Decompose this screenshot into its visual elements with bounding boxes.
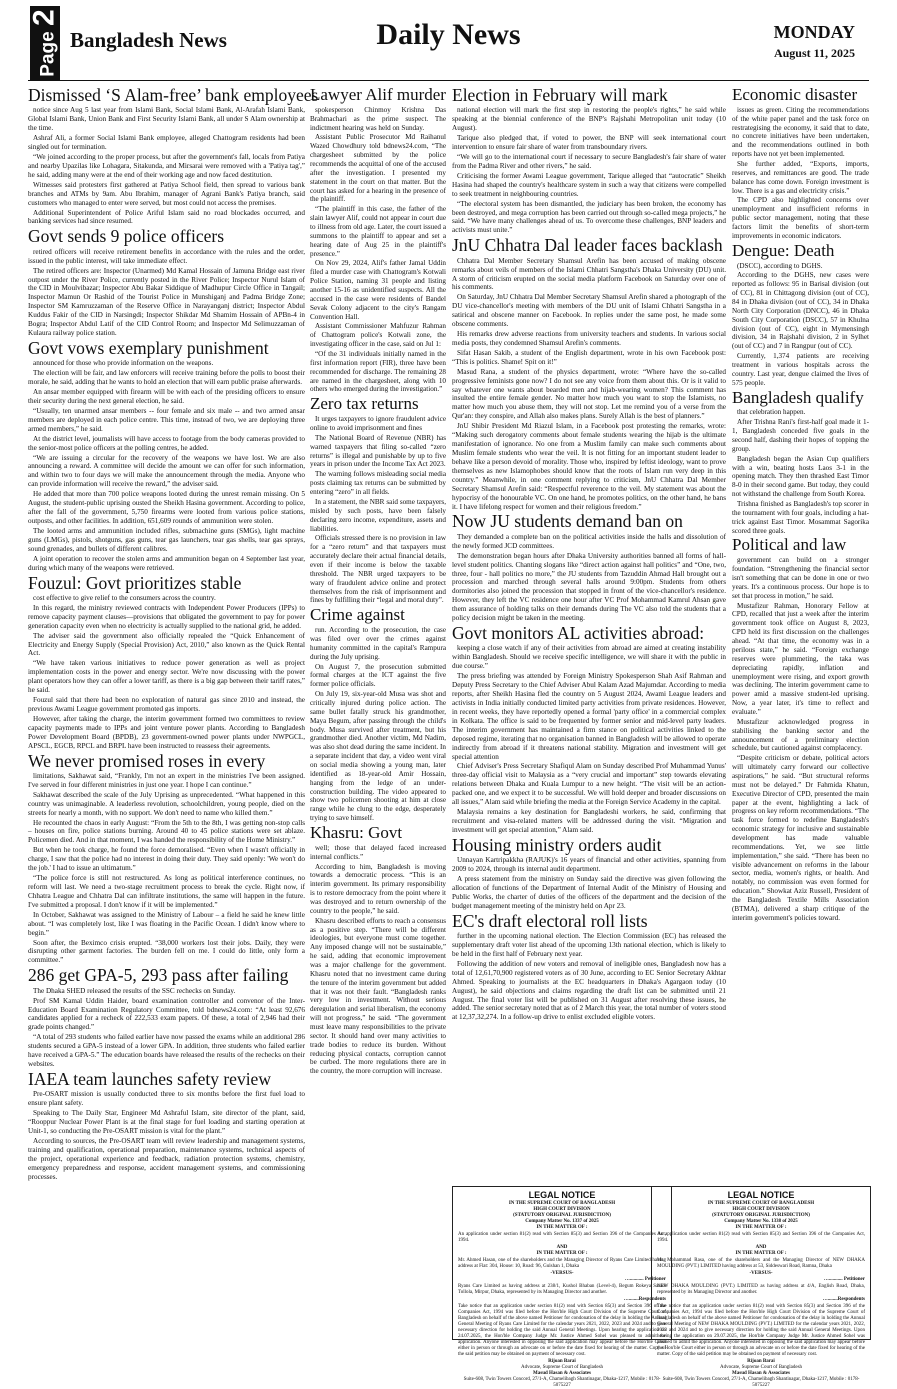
article-paragraph: On August 7, the prosecution submitted formal charges at the ICT against the five former police officials. xyxy=(310,662,446,689)
legal-body: Take notice that an application under section 81(2) read with Section 85(3) and Section 396 of the Companies Act, 1994 was filed before the Hon'ble High Court Division of the Supreme Court of Bangladesh on behalf of the above named Petitioner for condonation of the delay in holding the Annual General Meeting of Ryans Care Limited for the calendar years 2021, 2022, 2023 and 2024 and to give necessary direction for holding the said Annual General Meetings. Upon hearing the application on 24.07.2025, the Hon'ble Company Judge Mr. Justice Ahmed Sohel was pleased to admit the application. Anyone interested in opposing the said application may appear before the Hon'ble Court either in person or through an advocate on or before the date fixed for hearing of the matter. Copy of the said petition may be obtained on payment of necessary cost. xyxy=(458,1303,666,1357)
issue-date: August 11, 2025 xyxy=(773,46,855,60)
article-paragraph: Officials stressed there is no provision in law for a “zero return” and that taxpayers must accurately declare their actual financial details, even if their income is below the taxable threshold. The NBR urged taxpayers to be wary of fraudulent advice online and protect themselves from the risk of imprisonment and fines by fulfilling their “legal and moral duty”. xyxy=(310,534,446,605)
article xyxy=(28,1070,305,1182)
article-paragraph: The warning follows misleading social media posts claiming tax returns can be submitted by entering “zero” in all fields. xyxy=(310,470,446,497)
article-paragraph: Chhatra Dal Member Secretary Shamsul Arefin has been accused of making obscene remarks about veils of members of the Islami Chhatri Sangstha's Dhaka University (DU) unit. A storm of criticism erupted on the social media platform Facebook on Saturday over one of his comments. xyxy=(452,256,726,292)
article-paragraph: “Of the 31 individuals initially named in the first information report (FIR), three have been recommended for discharge. The remaining 28 are named in the chargesheet, along with 10 others who emerged during the investigation.” xyxy=(310,350,446,394)
article-paragraph: The National Board of Revenue (NBR) has warned taxpayers that filing so-called “zero returns” is illegal and punishable by up to five years in prison under the Income Tax Act 2023. xyxy=(310,433,446,469)
legal-respondents: …........Respondents xyxy=(822,1296,865,1302)
legal-court: IN THE SUPREME COURT OF BANGLADESH xyxy=(508,1200,616,1206)
article-paragraph: On Saturday, JnU Chhatra Dal Member Secretary Shamsul Arefin shared a photograph of the DU vice-chancellor's meeting with members of the DU unit of Islami Chhatri Sangstha in a satirical and obscene manner on Facebook. In replies under the same post, he made some obscene comments. xyxy=(452,293,726,329)
article-paragraph: He recounted the chaos in early August: “From the 5th to the 8th, I was getting non-stop calls – houses on fire, police stations burning. Around 40 to 45 police stations were set ablaze. Policemen died. And in that moment, I was handed the responsibility of the Home Ministry.” xyxy=(28,818,305,845)
article-headline: IAEA team launches safety review xyxy=(28,1068,271,1089)
article-paragraph: They demanded a complete ban on the political activities inside the halls and dissolution of the newly formed JCD committees. xyxy=(452,532,726,550)
article-paragraph: The adviser said the government also officially repealed the “Quick Enhancement of Electricity and Energy Supply (Special Provision) Act, 2010,” also known as the Quick Rental Act. xyxy=(28,631,305,658)
article-headline: Zero tax returns xyxy=(310,394,419,414)
article-paragraph: He added that more than 700 police weapons looted during the unrest remain missing. On 5 August, the student-public uprising ousted the Sheikh Hasina government. According to police, after the fall of the government, 5,750 firearms were looted from various police stations, outposts, and other facilities. In addition, 651,609 rounds of ammunition were stolen. xyxy=(28,490,305,525)
article-paragraph: government can build on a stronger foundation. “Strengthening the financial sector isn't something that can be done in one or two years. It's a continuous process. Our hope is to set that process in motion,” he said. xyxy=(732,556,869,600)
article-paragraph: The press briefing was attended by Foreign Ministry Spokesperson Shah Asif Rahman and Deputy Press Secretary to the Chief Adviser Abul Kalam Azad Majumdar. According to media reports, after Sheikh Hasina fled the country on 5 August 2024, Awami League leaders and activists in India initially conducted limited party activities from private residences. However, in recent weeks, they have reportedly opened a formal 'party office' in a commercial complex in Kolkata. The office is said to be frequented by former senior and mid-level party leaders. The interim government has maintained a firm stance on political activities linked to the deposed regime, iterating that no organisation banned in Bangladesh will be allowed to operate indirectly from abroad if it threatens national stability. Migration and investment will get special attention xyxy=(452,672,726,761)
article xyxy=(28,339,305,573)
legal-title: LEGAL NOTICE xyxy=(727,1190,795,1200)
legal-parties: Mr. Ahmed Hasan, one of the shareholders and the Managing Director of Ryans Care Limited having address at Flat: 304, House: 10, Road: 96, Gulshan 1, Dhaka xyxy=(458,1257,666,1269)
article-paragraph: On July 19, six-year-old Musa was shot and critically injured during police action. The same bullet fatally struck his grandmother, Maya Begum, after passing through the child's body. Musa survived after treatment, but his grandmother died. Another victim, Md Nadim, was also shot dead during the same incident. In a separate incident that day, a video went viral on social media showing a young man, later identified as 18-year-old Amir Hossain, hanging from the ledge of an under-construction building. The video appeared to show two policemen shooting at him at close range while he clung to the edge, desperately trying to save himself. xyxy=(310,690,446,823)
article-headline: Govt vows exemplary punishment xyxy=(28,337,269,358)
article-headline: 286 get GPA-5, 293 pass after failing xyxy=(28,965,289,986)
article-paragraph: Assistant Commissioner Mahfuzur Rahman of Chattogram police's Kotwali zone, the investigating officer in the case, said on Jul 1: xyxy=(310,322,446,349)
article-paragraph: “We joined according to the proper process, but after the government's fall, locals from Patiya and nearby Upazilas like Lohagara, Sitakunda, and Mirsarai were removed with a 'Patiya tag',” he said, adding many were at the end of their working age and now faced destitution. xyxy=(28,152,305,179)
article-paragraph: However, after taking the charge, the interim government formed two committees to review capacity payments made to IPPs and joint venture power plants. According to Bangladesh Power Development Board (BPDB), 23 government-owned power plants under NWPGCL, APSCL, EGCB, RPCL and BRPL have been instructed to reassess their agreements. xyxy=(28,714,305,750)
article-paragraph: Sifat Hasan Sakib, a student of the English department, wrote in his own Facebook post: “This is politics. Shame! Spit on it!” xyxy=(452,348,726,366)
article xyxy=(732,86,869,241)
article-paragraph: Assistant Public Prosecutor Md Raihanul Wazed Chowdhury told bdnews24.com, “The chargesheet submitted by the police recommends the acquittal of one of the accused after the investigation. I presented my statement in the court on that matter. But the court has asked for a hearing in the presence of the plaintiff. xyxy=(310,133,446,204)
article-paragraph: Soon after, the Beximco crisis erupted. “38,000 workers lost their jobs. Daily, they were disrupting other garment factories. The burden fell on me. I could do little, only form a committee.” xyxy=(28,938,305,965)
article-paragraph: According to sources, the Pre-OSART team will review leadership and management systems, training and qualification, operational preparation, maintenance systems, technical aspects of the project, operational experience and feedback, radiation protection systems, chemistry, emergency preparedness and response, accident management systems, and commissioning processes. xyxy=(28,1136,305,1181)
article-paragraph: “The plaintiff in this case, the father of the slain lawyer Alif, could not appear in court due to illness from old age. Later, the court issued a summons to the plaintiff to appear and set a hearing date of Aug 25 in the plaintiff's presence.” xyxy=(310,205,446,258)
article-paragraph: “The police force is still not restructured. As long as political interference continues, no reform will last. We need a two-stage recruitment process to break the cycle. Right now, if Chhatra League and Chhatra Dal can infiltrate institutions, the same will happen in the future. I've submitted a proposal. I don't know if it will be implemented.” xyxy=(28,874,305,909)
legal-signer-role: Advocate, Supreme Court of Bangladesh xyxy=(520,1364,604,1370)
article-paragraph: keeping a close watch if any of their activities from abroad are aimed at creating instability within Bangladesh. Should we receive specific intelligence, we will share it with the public in due course.” xyxy=(452,644,726,671)
legal-petitioner: …........... Petitioner xyxy=(624,1276,666,1282)
article-headline: EC's draft electoral roll lists xyxy=(452,910,648,931)
legal-and1: AND xyxy=(556,1244,568,1250)
legal-matter-of: IN THE MATTER OF : xyxy=(536,1224,588,1230)
legal-petitioner: …........... Petitioner xyxy=(823,1276,865,1282)
masthead-divider xyxy=(28,80,869,81)
legal-matter-no: Company Matter No. 1338 of 2025 xyxy=(724,1218,798,1224)
article-headline: Political and law xyxy=(732,535,847,555)
article xyxy=(28,752,305,966)
legal-address: Suite-608, Twin Towers Concord, 27/1-A, Chamelibagh Shantinagar, Dhaka-1217, Mobile : 0178-5075227 xyxy=(463,1376,661,1388)
article-paragraph: Ashraf Ali, a former Social Islami Bank employee, alleged Chattogram residents had been singled out for termination. xyxy=(28,134,305,152)
article xyxy=(452,624,726,835)
article-paragraph: Following the addition of new voters and removal of ineligible ones, Bangladesh now has a total of 12,61,70,900 registered voters as of 30 June, according to EC Senior Secretary Akhtar Ahmed. Speaking to journalists at the EC headquarters in Dhaka's Agargaon today (10 August), he said objections and claims regarding the draft list can be submitted until 21 August. The final voter list will be published on 31 August after resolving these issues, he added. The senior secretary noted that as of 2 March this year, the total number of voters stood at 12,37,32,274. In a follow-up drive to enlist excluded eligible voters. xyxy=(452,959,726,1022)
article-headline: Govt sends 9 police officers xyxy=(28,226,225,247)
article-paragraph: At the district level, journalists will have access to footage from the body cameras provided to the senior-most police officers at the polling centres, he added. xyxy=(28,434,305,452)
legal-jurisdiction: (STATUTORY ORIGINAL JURISDICTION) xyxy=(513,1212,611,1218)
legal-division: HIGH COURT DIVISION xyxy=(533,1206,591,1212)
article-paragraph: national election will mark the first step in restoring the people's rights,” he said while speaking at the biennial conference of the BNP's Rajshahi Metropolitan unit today (10 August). xyxy=(452,106,726,133)
article xyxy=(452,236,726,511)
article-headline: Economic disaster xyxy=(732,85,858,104)
article-paragraph: After Trishna Rani's first-half goal made it 1-1, Bangladesh conceded five goals in the second half, dashing their hopes of topping the group. xyxy=(732,418,869,453)
page-number: 2 xyxy=(28,9,62,26)
article-paragraph: In a statement, the NBR said some taxpayers, misled by such posts, have been falsely declaring zero income, expenditure, assets and liabilities. xyxy=(310,497,446,533)
article-paragraph: The demonstration began hours after Dhaka University authorities banned all forms of hall-level student politics. Chanting slogans like “direct action against hall politics” and “One, two, three, four - hall politics no more,” the JU students from Tazuddin Ahmad Hall brought out a procession and marched through several halls around 9:00pm. Students from others dormitories also joined the procession that stopped in front of the vice-chancellor's residence. However, they left the VC residence one hour after VC Prof Mohammad Kamrul Ahsan gave them assurance of holding talks on their demands during The VC also told the students that a policy decision might be taken in the meeting. xyxy=(452,551,726,623)
column-3 xyxy=(452,85,726,1022)
article-paragraph: The election will be fair, and law enforcers will receive training before the polls to boost their morale, he said, adding that he wants to hold an election that will earn public praise afterwards. xyxy=(28,369,305,387)
article xyxy=(452,836,726,911)
article xyxy=(28,227,305,338)
legal-signer-role: Advocate, Supreme Court of Bangladesh xyxy=(719,1364,803,1370)
article xyxy=(310,824,446,1076)
article-paragraph: Additional Superintendent of Police Ariful Islam said no road blockades occurred, and banking services had since resumed. xyxy=(28,208,305,226)
article-paragraph: In this regard, the ministry reviewed contracts with Independent Power Producers (IPPs) to remove capacity payment clauses—provisions that obligated the government to pay for power generation capacity even when no electricity is actually supplied to the national grid, he added. xyxy=(28,603,305,630)
column-4 xyxy=(732,86,869,1338)
article-paragraph: His remarks drew adverse reactions from university teachers and students. In various social media posts, they condemned Shamsul Arefin's comments. xyxy=(452,330,726,347)
article-paragraph: It urges taxpayers to ignore fraudulent advice online to avoid imprisonment and fines xyxy=(310,415,446,433)
article-paragraph: According to the DGHS, new cases were reported as follows: 95 in Barisal division (out of CC), 81 in Chittagong division (out of CC), 84 in Dhaka division (out of CC), 34 in Dhaka North City Corporation (DNCC), 46 in Dhaka South City Corporation (DSCC), 57 in Khulna division (out of CC), eight in Mymensingh division, 34 in Rajshahi division, 2 in Sylhet (out of CC) and 7 in Rangpur (out of CC). xyxy=(732,271,869,351)
legal-versus: -VERSUS- xyxy=(749,1270,773,1276)
article-paragraph: run. According to the prosecution, the case was filed over over the crimes against humanity committed in the capital's Rampura during the July uprising. xyxy=(310,626,446,661)
article-paragraph: retired officers will receive retirement benefits in accordance with the rules and the order, issued in the public interest, will take immediate effect. xyxy=(28,247,305,265)
legal-court: IN THE SUPREME COURT OF BANGLADESH xyxy=(707,1200,815,1206)
article-paragraph: limitations, Sakhawat said, “Frankly, I'm not an expert in the ministries I've been assigned. I've served in four different ministries in just one year. I hope I can continue.” xyxy=(28,771,305,789)
article xyxy=(732,242,869,388)
legal-and1: AND xyxy=(755,1244,767,1250)
article-paragraph: The looted arms and ammunition included rifles, submachine guns (SMGs), light machine guns (LMGs), pistols, shotguns, gas guns, tear gas launchers, tear gas shells, tear gas sprays, sound grenades, and bullets of different calibres. xyxy=(28,526,305,553)
legal-firm: Masud Hasan & Associates xyxy=(533,1370,591,1376)
article-paragraph: The Dhaka SHED released the results of the SSC rechecks on Sunday. xyxy=(33,986,236,995)
article xyxy=(28,85,319,226)
article-paragraph: notice since Aug 5 last year from Islami Bank, Social Islami Bank, Al-Arafah Islami Bank, Global Islami Bank, Union Bank and First Security Islami Bank, all under S Alam ownership at the time. xyxy=(28,106,305,133)
article-paragraph: “We are issuing a circular for the recovery of the weapons we have lost. We are also announcing a reward. A committee will decide the amount we can offer for such information, and within two to four days we will make the announcement through the media. Anyone who can provide information will receive the reward,” the adviser said. xyxy=(28,453,305,489)
article-paragraph: Trishna finished as Bangladesh's top scorer in the tournament with four goals, including a hat-trick against East Timor. Mosammat Sagorika scored three goals. xyxy=(732,500,869,535)
legal-respondent-name: NEW DHAKA MOULDING (PVT.) LIMITED as having address at 4/A, English Road, Dhaka, represented by its Managing Director and another. xyxy=(657,1283,865,1295)
article-paragraph: A joint operation to recover the stolen arms and ammunition began on 4 September last year, during which many of the weapons were retrieved. xyxy=(28,554,305,572)
article-paragraph: (DSCC), according to DGHS. xyxy=(737,261,823,270)
article-paragraph: Fouzul said that there had been no exploration of natural gas since 2010 and instead, the previous Awami League government promoted gas imports. xyxy=(28,696,305,713)
article-paragraph: Prof SM Kamal Uddin Haider, board examination controller and convenor of the Inter-Education Board Examination Regulatory Committee, told bdnews24.com: “At least 92,676 candidates applied for a recheck of 222,533 exam papers. Of these, a total of 2,946 had their grade points changed.” xyxy=(28,996,305,1032)
legal-respondent-name: Ryans Care Limited as having address at 238/1, Kushol Bhaban (Level-4), Begum Rokeya Sarani Tollola, Mirpur, Dhaka, represented by its Managing Director and another. xyxy=(458,1283,666,1295)
legal-signer: Rijoan Barai xyxy=(548,1358,576,1364)
article-paragraph: JnU Shibir President Md Riazul Islam, in a Facebook post protesting the remarks, wrote: “Making such derogatory comments about female students wearing the hijab is the ultimate manifestation of ignorance. No one from a Muslim family can make such comments about Muslim female students who wear the veil. It is not fitting for an important student leader to behave like a person devoid of morality. Those who, inspired by leftist ideology, want to prove themselves as new Islamophobes should know that the roots of Islam run very deep in this country.” Meanwhile, in one comment replying to criticism, JnU Chhatra Dal Member Secretary Shamsul Arefin said: “Respectful reverence to the veil. My statement was about the hypocrisy of the honourable VC. On one hand, he promotes politics, on the other hand, he bans it. I have lifelong respect for women and their religious freedom.” xyxy=(452,422,726,511)
newspaper-title: Daily News xyxy=(376,18,521,51)
article-paragraph: well; those that delayed faced increased internal conflicts.” xyxy=(310,843,446,861)
article-headline: Housing ministry orders audit xyxy=(452,834,662,855)
article-paragraph: The CPD also highlighted concerns over unemployment and insufficient reforms in public sector management, noting that these factors limit the benefits of short-term improvements in economic indicators. xyxy=(732,196,869,240)
article-paragraph: Malaysia remains a key destination for Bangladeshi workers, he said, confirming that recruitment and visa-related matters will be addressed during the visit. “Migration and investment will get special attention,” Alam said. xyxy=(452,808,726,834)
legal-firm: Masud Hasan & Associates xyxy=(732,1370,790,1376)
legal-title: LEGAL NOTICE xyxy=(528,1190,596,1200)
article-paragraph: According to him, Bangladesh is moving towards a democratic process. “This is an interim government. Its primary responsibility is to restore democracy from the point where it was destroyed and to return ownership of the country to the people,” he said. xyxy=(310,862,446,915)
article-paragraph: “The electoral system has been dismantled, the judiciary has been broken, the economy has been destroyed, and mega corruption has been carried out through so-called mega projects,” he said. “We have many challenges ahead of us. To overcome these challenges, BNP leaders and activists must unite.” xyxy=(452,199,726,235)
legal-application: An application under section 81(2) read with Section 85(3) and Section 396 of the Companies Act, 1994. xyxy=(657,1231,865,1243)
article xyxy=(732,389,869,536)
article-headline: Lawyer Alif murder xyxy=(310,85,446,104)
article-paragraph: On Nov 29, 2024, Alif's father Jamal Uddin filed a murder case with Chattogram's Kotwali Police Station, naming 31 people and listing another 15-16 as unidentified suspects. All the accused in the case were residents of Bandel Sevak Colony adjacent to the city's Rangam Convention Hall. xyxy=(310,259,446,321)
article-paragraph: Khasru described efforts to reach a consensus as a positive step. “There will be different ideologies, but everyone must come together. Any imposed change will not be sustainable,” he said, adding that economic improvement was a major challenge for the government. Khasru noted that no investment came during the tenure of the interim government but added that it was not their fault. “Bangladesh ranks very low in investment. Without serious deregulation and serial liberalism, the economy will not progress,” he said. “The government must leave many responsibilities to the private sector. It should hand over many activities to trade bodies to reduce its burden. Without reducing physical contacts, corruption cannot be curbed. The more regulations there are in the country, the more corruption will increase. xyxy=(310,916,446,1076)
article xyxy=(452,512,726,623)
legal-respondents: …........Respondents xyxy=(623,1296,666,1302)
article-headline: Fouzul: Govt prioritizes stable xyxy=(28,572,242,593)
article-paragraph: Bangladesh began the Asian Cup qualifiers with a win, beating hosts Laos 3-1 in the opening match. They then thrashed East Timor 8-0 in their second game. But today, they could not withstand the challenge from South Korea. xyxy=(732,454,869,499)
article-paragraph: Tarique also pledged that, if voted to power, the BNP will seek international court intervention to ensure fair share of water from transboundary rivers. xyxy=(452,134,726,152)
article-paragraph: “A total of 293 students who failed earlier have now passed the exams while an additional 286 students secured a GPA-5 instead of a lower GPA. In addition, three students who failed earlier have received a GPA-5.” The education boards have released the results of the rechecks on their websites. xyxy=(28,1033,305,1069)
legal-jurisdiction: (STATUTORY ORIGINAL JURISDICTION) xyxy=(712,1212,810,1218)
article-paragraph: Speaking to The Daily Star, Engineer Md Ashraful Islam, site director of the plant, said, “Rooppur Nuclear Power Plant is at the final stage for fuel loading and starting operation at Unit-1, so conducting the Pre-OSART mission is vital for the plant.” xyxy=(28,1109,305,1136)
article-paragraph: A press statement from the ministry on Sunday said the directive was given following the allocation of functions of the Department of Internal Audit of the Ministry of Housing and Public Works, the charter of duties of the officers of the department and the decision of the budget management meeting of the ministry held on Apr 23. xyxy=(452,875,726,910)
article-paragraph: Unnayan Kartripakkha (RAJUK)'s 16 years of financial and other activities, spanning from 2009 to 2024, through its internal audit department. xyxy=(452,856,726,874)
article-paragraph: Mustafizur acknowledged progress in stabilising the banking sector and the announcement of a preliminary election schedule, but cautioned against complacency. xyxy=(732,717,869,753)
article-headline: We never promised roses in every xyxy=(28,750,266,771)
article-headline: Bangladesh qualify xyxy=(732,387,864,407)
legal-matter-of2: IN THE MATTER OF : xyxy=(735,1250,787,1256)
article xyxy=(732,536,869,922)
article-headline: Election in February will mark xyxy=(452,85,668,105)
article-paragraph: spokesperson Chinmoy Krishna Das Brahmachari as the prime suspect. The indictment hearing was held on Sunday. xyxy=(310,105,446,132)
article-headline: Khasru: Govt xyxy=(310,822,403,842)
article-paragraph: Currently, 1,374 patients are receiving treatment in various hospitals across the country. Last year, dengue claimed the lives of 575 people. xyxy=(732,352,869,387)
article-paragraph: cost effective to give relief to the consumers across the country. xyxy=(33,593,216,602)
article-headline: Dengue: Death xyxy=(732,240,835,260)
article-paragraph: that celebration happen. xyxy=(737,408,806,417)
article-paragraph: “We have taken various initiatives to reduce power generation as well as project implementation costs in the power and energy sector. We're now discussing with the power plant operators how they can offer a lower tariff, as there is a big gap between their tariff rates,” he said. xyxy=(28,659,305,695)
legal-application: An application under section 81(2) read with Section 85(3) and Section 396 of the Companies Act, 1994. xyxy=(458,1231,666,1243)
brand-name: Bangladesh News xyxy=(70,28,227,52)
legal-parties: Mr. Mohammad Rasa, one of the shareholders and the Managing Director of NEW DHAKA MOULDING (PVT.) LIMITED having address at 53, Siddeswari Road, Ramna, Dhaka xyxy=(657,1257,865,1269)
article-paragraph: Witnesses said protesters first gathered at Patiya School field, then spread to various bank branches and ATMs by 9am. Abu Ibrahim, manager of Agrani Bank's Patiya branch, said customers who managed to enter were served, but most could not access the premises. xyxy=(28,180,305,207)
article xyxy=(310,606,446,823)
article-headline: JnU Chhatra Dal leader faces backlash xyxy=(452,235,723,256)
masthead xyxy=(0,0,897,82)
legal-body: Take notice that an application under section 81(2) read with Section 85(3) and Section 396 of the Companies Act, 1994 was filed before the Hon'ble High Court Division of the Supreme Court of Bangladesh on behalf of the above named Petitioner for condonation of the delay in holding the Annual General Meeting of NEW DHAKA MOULDING (PVT.) LIMITED for the calendar years 2021, 2022, 2023 and 2024 and to give necessary direction for holding the said Annual General Meetings. Upon hearing the application on 29.07.2025, the Hon'ble Company Judge Mr. Justice Ahmed Sohel was pleased to admit the application. Anyone interested in opposing the said application may appear before the Hon'ble Court either in person or through an advocate on or before the date fixed for hearing of the matter. Copy of the said petition may be obtained on payment of necessary cost. xyxy=(657,1303,865,1357)
legal-matter-of: IN THE MATTER OF : xyxy=(735,1224,787,1230)
article-paragraph: “Usually, ten unarmed ansar members -- four female and six male -- and two armed ansar members are deployed in each police centre. This time, instead of two, we are deploying three armed members,” he said. xyxy=(28,406,305,433)
legal-notice-1 xyxy=(452,1186,672,1388)
legal-matter-of2: IN THE MATTER OF : xyxy=(536,1250,588,1256)
legal-division: HIGH COURT DIVISION xyxy=(732,1206,790,1212)
article-headline: Govt monitors AL activities abroad: xyxy=(452,623,705,644)
article-headline: Now JU students demand ban on xyxy=(452,511,683,532)
article-headline: Crime against xyxy=(310,605,405,625)
article xyxy=(28,574,305,751)
article-paragraph: further in the upcoming national election. The Election Commission (EC) has released the supplementary draft voter list ahead of the upcoming 13th national election, which is likely to be held in the first half of February next year. xyxy=(452,932,726,958)
article-paragraph: She further added, “Exports, imports, reserves, and remittances are good. The trade balance has come down. Foreign investment is low. There is a gas and electricity crisis.” xyxy=(732,160,869,195)
article-paragraph: Chief Adviser's Press Secretary Shafiqul Alam on Sunday described Prof Muhammad Yunus' three-day official visit to Malaysia as a “very crucial and important” step towards elevating relations between Dhaka and Kuala Lumpur to a new height. “The visit will be an action-packed one, and we expect it to be successful. We will hold deeper and broader discussions on all issues,” Alam said while briefing the media at the Foreign Service Academy in the capital. xyxy=(452,762,726,807)
legal-matter-no: Company Matter No. 1337 of 2025 xyxy=(525,1218,599,1224)
article xyxy=(310,395,446,605)
article-paragraph: announced for those who provide information on the weapons. xyxy=(33,359,214,368)
column-2 xyxy=(310,86,446,1338)
article xyxy=(28,966,305,1069)
article-paragraph: “We will go to the international court if necessary to secure Bangladesh's fair share of water from the Padma River and other rivers,” he said. xyxy=(452,152,726,170)
article xyxy=(452,86,726,235)
page-label: Page xyxy=(38,31,60,77)
article-paragraph: But when he took charge, he found the force demoralised. “Even when I wasn't officially in charge, I saw that the police had no interest in doing their duty. They said openly: 'We won't do the job.' I had to issue an ultimatum.” xyxy=(28,846,305,873)
legal-address: Suite-608, Twin Towers Concord, 27/1-A, Chamelibagh Shantinagar, Dhaka-1217, Mobile : 0178-5075227 xyxy=(662,1376,860,1388)
article-paragraph: issues as green. Citing the recommendations of the white paper panel and the task force on restrategising the economy, it said that to date, no concrete initiatives have been undertaken, and the recommendations outlined in both reports have not yet been implemented. xyxy=(732,105,869,159)
column-1 xyxy=(28,85,319,1338)
article-paragraph: Masud Rana, a student of the physics department, wrote: “Where have the so-called progressive feminists gone now? I do not see any voice from them about this. Or is it valid to say whatever one wants about bearded men and hijab-wearing women? This comment has insulted the entire female gender. No matter how much you want to stop the Islamists, no matter how much you abuse them, they will not stop. Let me remind you of a verse from the Qur'an: they conspire, and Allah also makes plans. Surely Allah is the best of planners.” xyxy=(452,367,726,421)
article xyxy=(452,912,726,1023)
issue-day: MONDAY xyxy=(773,22,855,42)
article-paragraph: Mustafizur Rahman, Honorary Fellow at CPD, recalled that just a week after the interim government took office on August 8, 2023, CPD held its first discussion on the challenges ahead. “At that time, the economy was in a perilous state,” he said. “Foreign exchange reserves were plummeting, the taka was depreciating rapidly, inflation and unemployment were rising, and export growth was declining. The interim government came to power amid a massive student-led uprising. Now, a year later, it's time to reflect and evaluate.” xyxy=(732,601,869,716)
article xyxy=(310,86,446,394)
article-paragraph: “Despite criticism or debate, political actors will ultimately carry forward our collective aspirations,” he said. “But structural reforms must not be delayed.” Dr Fahmida Khatun, Executive Director of CPD, presented the main paper at the event, highlighting a lack of progress on key reform recommendations. “The task force formed to redefine Bangladesh's economic strategy for inclusive and sustainable development has made valuable recommendations. Yet, we see little implementation,” she said. “There has been no visible advancement on reforms in the labour sector, media, women's rights, or health. And notably, no commission was even formed for education.” Showkat Aziz Russell, President of the Bangladesh Textile Mills Association (BTMA), delivered a sharp critique of the interim government's policies toward. xyxy=(732,754,869,922)
article-paragraph: The retired officers are: Inspector (Unarmed) Md Kamal Hossain of Jamuna Bridge east river outpost under the River Police, currently posted in the River Police; Inspector Nurul Islam of the CID in Moulvibazar; Inspector Abu Bakar Siddique of Madhupur Circle Office in Tangail; Inspector Mamun Or Rashid of the Tourist Police in Munshiganj and Padma Bridge Zone; Inspector SM Kamruzzaman of the Reserve Office in Narayanganj district; Inspector Abdul Kuddus Fakir of the CID in Narsingdi; Inspector Shikdar Md Shamim Hossain of APBn-4 in Bogra; Inspector Abdul Latif of the CID Control Room; and Inspector Md Selimuzzaman of Kulaura railway police station. xyxy=(28,266,305,338)
legal-versus: -VERSUS- xyxy=(550,1270,574,1276)
article-paragraph: An ansar member equipped with firearm will be with each of the presiding officers to ensure their security during the next general election, he said. xyxy=(28,388,305,406)
article-paragraph: Pre-OSART mission is usually conducted three to six months before the first fuel load to ensure plant safety. xyxy=(28,1090,305,1108)
article-paragraph: In October, Sakhawat was assigned to the Ministry of Labour – a field he said he knew little about. “I was completely lost, like I was floating in the Pacific Ocean. I didn't know where to begin.” xyxy=(28,910,305,937)
article-headline: Dismissed ‘S Alam-free’ bank employees xyxy=(28,85,319,105)
article-paragraph: Sakhawat described the scale of the July Uprising as unprecedented. “What happened in this country was unimaginable. A leaderless revolution, schoolchildren, young people, died on the streets for nearly a month, with no support. We don't need to name who killed them.” xyxy=(28,790,305,817)
article-paragraph: Criticising the former Awami League government, Tarique alleged that “autocratic” Sheikh Hasina had shaped the country's healthcare system in such a way that citizens were compelled to seek treatment in neighbouring countries. xyxy=(452,171,726,198)
legal-notice-2 xyxy=(651,1186,871,1388)
legal-signer: Rijoan Barai xyxy=(747,1358,775,1364)
